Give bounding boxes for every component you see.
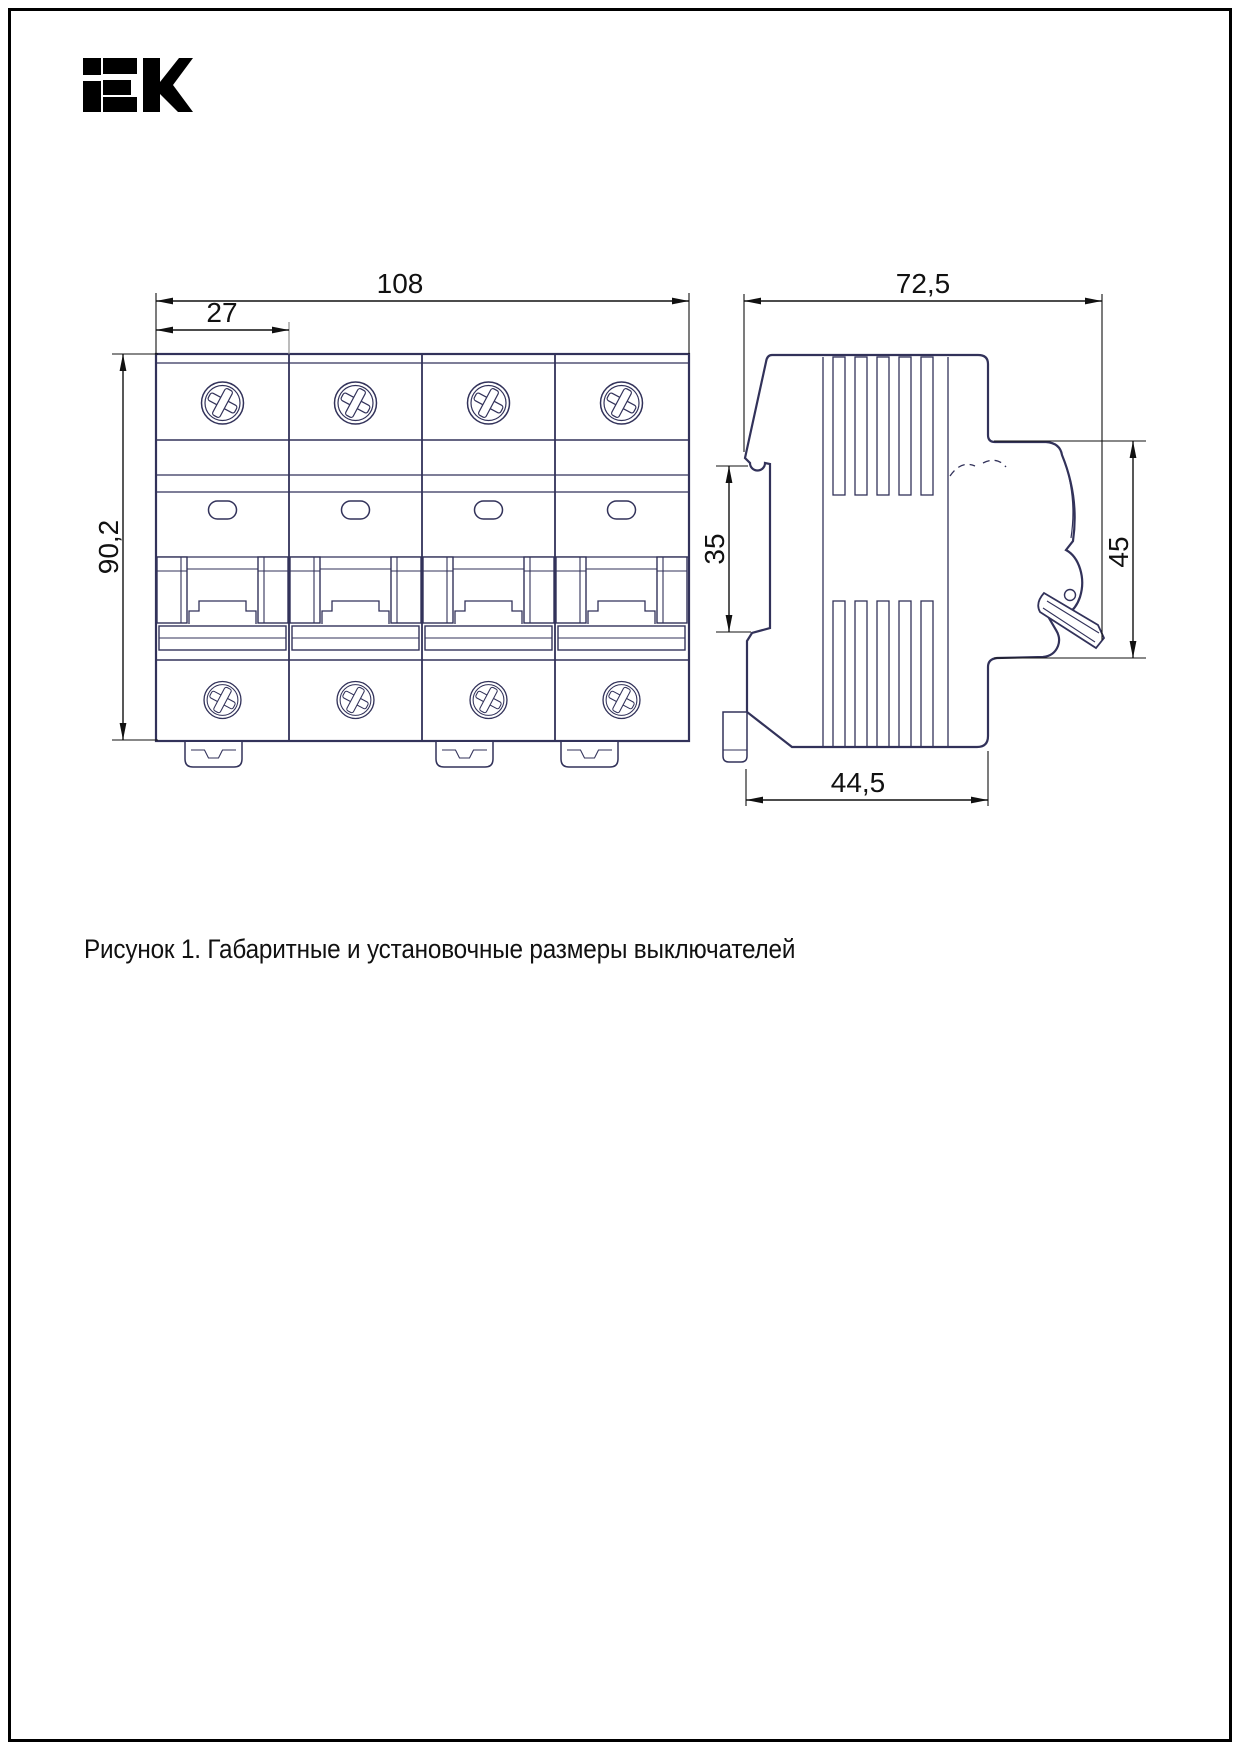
din-clip-tab xyxy=(723,712,747,762)
side-view xyxy=(699,268,1146,806)
dimension-module-width xyxy=(156,297,289,354)
dim-label-90-2: 90,2 xyxy=(93,519,124,575)
dim-label-45: 45 xyxy=(1103,536,1134,568)
dim-label-108: 108 xyxy=(376,268,424,299)
dim-label-44-5: 44,5 xyxy=(830,767,886,798)
logo-letter-i xyxy=(83,58,101,112)
figure-caption: Рисунок 1. Габаритные и установочные размеры выключателей xyxy=(84,934,796,964)
logo-letter-k xyxy=(143,58,193,112)
front-view xyxy=(93,268,689,767)
iek-logo xyxy=(83,58,193,112)
dimension-mount-depth xyxy=(746,751,988,806)
dimension-rail-height xyxy=(699,466,751,632)
dim-label-35: 35 xyxy=(699,533,730,565)
din-clips xyxy=(185,742,618,767)
dim-label-27: 27 xyxy=(206,297,238,328)
lever-pivot-hole xyxy=(1065,590,1076,601)
dim-label-72-5: 72,5 xyxy=(895,268,951,299)
dimension-height xyxy=(93,354,158,740)
logo-letter-e xyxy=(103,58,137,112)
side-body-outline xyxy=(745,355,1082,747)
